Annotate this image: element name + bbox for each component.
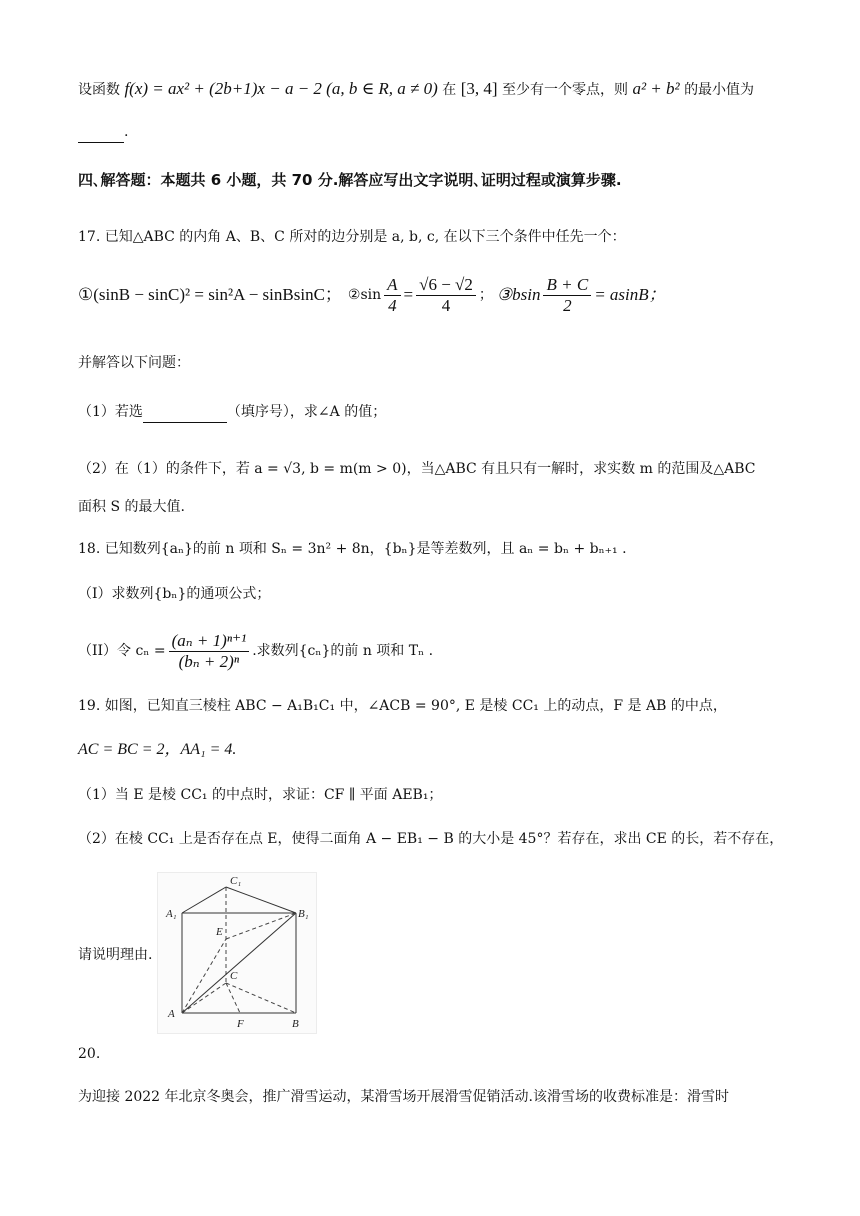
frac-den: 2	[563, 295, 572, 315]
q19-line1: 19. 如图，已知直三棱柱 ABC − A₁B₁C₁ 中，∠ACB = 90°, E 是棱 CC₁ 上的动点，F 是 AB 的中点，	[78, 698, 727, 714]
q19-line2: AC = BC = 2，AA₁ = 4.	[78, 741, 237, 758]
label-b1: B₁	[298, 908, 309, 920]
label-a1: A₁	[166, 908, 177, 920]
q19-part2-end: 请说明理由.	[78, 947, 153, 963]
q16-interval: [3, 4]	[460, 79, 498, 98]
q16-end: 的最小值为	[684, 82, 755, 98]
q17-part1	[78, 402, 386, 423]
q18-part2-post: .求数列{cₙ}的前 n 项和 Tₙ .	[252, 643, 434, 659]
q18-part2	[78, 626, 433, 676]
frac-den: (bₙ + 2)ⁿ	[178, 651, 240, 671]
answer-blank	[78, 122, 124, 143]
edge-ae	[182, 939, 226, 1013]
q17-part1-b: （填序号），求∠A 的值；	[226, 404, 387, 420]
edge-cb	[226, 983, 296, 1013]
q20-number: 20.	[78, 1046, 101, 1062]
q16-expr: a² + b²	[632, 79, 680, 98]
q17-cond2-pre: ②sin	[347, 287, 382, 303]
q17-part2-line2: 面积 S 的最大值.	[78, 499, 185, 515]
edge-eb1	[226, 913, 296, 939]
q17-part2-line1: （2）在（1）的条件下，若 a = √3, b = m(m > 0)，当△ABC 有且只有一解时，求实数 m 的范围及△ABC	[78, 461, 756, 477]
q18-frac	[169, 631, 250, 672]
label-c1: C₁	[230, 875, 242, 887]
q18-line1: 18. 已知数列{aₙ}的前 n 项和 Sₙ = 3n² + 8n，{bₙ}是等差数列，且 aₙ = bₙ + bₙ₊₁ .	[78, 541, 627, 557]
q17-cond3-pre: ③bsin	[496, 285, 541, 304]
q17-number: 17.	[78, 229, 101, 245]
q20-line1: 为迎接 2022 年北京冬奥会，推广滑雪运动，某滑雪场开展滑雪促销活动.该滑雪场的收费标准是：滑雪时	[78, 1089, 729, 1105]
frac-den: 4	[441, 295, 451, 315]
q17-cond1: ①(sinB − sinC)² = sin²A − sinBsinC；	[78, 285, 342, 304]
q17-cond2-frac	[384, 275, 400, 316]
edge-cf	[226, 983, 240, 1013]
section-heading: 四､解答题：本题共 6 小题，共 70 分.解答应写出文字说明､证明过程或演算步骤.	[78, 171, 622, 189]
prism-figure	[157, 872, 317, 1034]
q16-formula: f(x) = ax² + (2b+1)x − a − 2 (a, b ∈ R, a ≠ 0)	[124, 79, 438, 98]
label-f: F	[237, 1018, 244, 1030]
q17-cond2-post: ；	[478, 287, 493, 303]
q17-conditions	[78, 270, 666, 320]
edge-c1b1	[226, 887, 296, 913]
q17-cond3-frac	[543, 275, 591, 316]
q17-part1-a: （1）若选	[78, 404, 143, 420]
equals-sign: =	[403, 285, 414, 304]
prism-diagram	[158, 873, 316, 1033]
q17-answer-intro: 并解答以下问题：	[78, 355, 190, 371]
frac-num: √6 − √2	[416, 275, 476, 296]
label-e: E	[216, 926, 223, 938]
label-b: B	[292, 1018, 299, 1030]
q18-part1: （I）求数列{bₙ}的通项公式；	[78, 586, 271, 602]
q16-answer-blank	[78, 122, 128, 143]
q19-part1: （1）当 E 是棱 CC₁ 的中点时，求证：CF ∥ 平面 AEB₁；	[78, 787, 443, 803]
fill-blank	[143, 402, 227, 423]
q16-tail: .	[124, 124, 129, 140]
edge-ac	[182, 983, 226, 1013]
edge-ab1	[182, 913, 296, 1013]
q18-part2-pre: （II）令 cₙ =	[78, 643, 166, 659]
frac-num: (aₙ + 1)ⁿ⁺¹	[169, 631, 250, 652]
q16-prefix: 设函数	[78, 82, 120, 98]
q17-cond2-rhs-frac	[416, 275, 476, 316]
q16-mid: 在	[442, 82, 457, 98]
q16-line	[78, 79, 754, 100]
q19-part2: （2）在棱 CC₁ 上是否存在点 E，使得二面角 A − EB₁ − B 的大小是 45°？若存在，求出 CE 的长，若不存在，	[78, 831, 784, 847]
q16-suffix: 至少有一个零点，则	[501, 82, 628, 98]
edge-a1c1	[182, 887, 226, 913]
q17-intro-text: 已知△ABC 的内角 A、B、C 所对的边分别是 a, b, c, 在以下三个条件中任先一个：	[104, 229, 626, 245]
frac-num: A	[384, 275, 400, 296]
q17-intro	[78, 227, 626, 247]
label-c: C	[230, 970, 238, 982]
q17-cond3-post: = asinB；	[594, 285, 666, 304]
frac-num: B + C	[543, 275, 591, 296]
frac-den: 4	[388, 295, 397, 315]
label-a: A	[168, 1008, 175, 1020]
